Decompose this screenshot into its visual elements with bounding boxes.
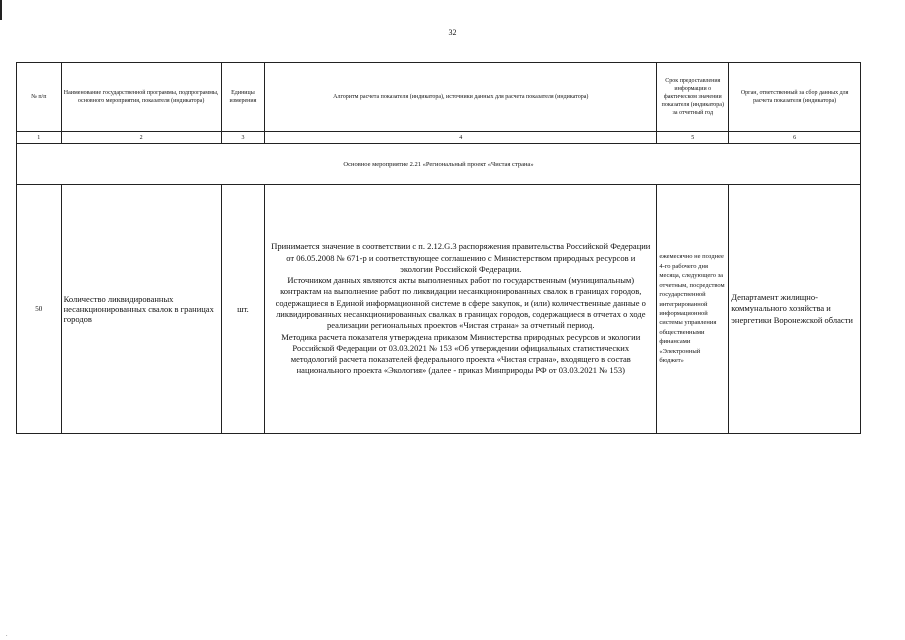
column-number: 2 (61, 132, 221, 144)
algorithm-paragraph: Источником данных являются акты выполненных работ по государственным (муниципальным) контрактам на выполнение работ по ликвидации несанкционированных свалок в границах городов, содержащиеся в Единой информационной системе в сфере закупок, и (или) количественные данные о ликвидированных несанкционированных свалках в границах городов, содержащиеся в отчетах о ходе реализации региональных проектов «Чистая страна» за отчетный период. (275, 275, 646, 331)
section-title: Основное мероприятие 2.21 «Региональный проект «Чистая страна» (17, 144, 861, 185)
header-num: № п/п (17, 63, 62, 132)
indicator-name: Количество ликвидированных несанкционированных свалок в границах городов (61, 185, 221, 434)
algorithm-paragraph: Методика расчета показателя утверждена приказом Министерства природных ресурсов и экологии Российской Федерации от 03.03.2021 № 153 «Об утверждении официальных статистических методологий расчета показателей федерального проекта «Чистая страна», входящего в состав национального проекта «Экология» (далее - приказ Минприроды РФ от 03.03.2021 № 153) (281, 331, 641, 376)
indicator-table (16, 62, 861, 434)
column-number: 3 (221, 132, 265, 144)
algorithm-paragraph: Принимается значение в соответствии с п. 2.12.G.3 распоряжения правительства Российской Федерации от 06.05.2008 № 671-р и соответствующее соглашению с Министерством природных ресурсов и экологии Российской Федерации. (271, 241, 651, 274)
column-number: 6 (729, 132, 861, 144)
header-term: Срок предоставления информации о фактическом значении показателя (индикатора) за отчетный год (657, 63, 729, 132)
table-header-row (17, 63, 861, 132)
header-organ: Орган, ответственный за сбор данных для расчета показателя (индикатора) (729, 63, 861, 132)
header-unit: Единицы измерения (221, 63, 265, 132)
page-edge-mark (0, 0, 2, 20)
indicator-unit: шт. (221, 185, 265, 434)
table-row (17, 185, 861, 434)
page-number: 32 (448, 28, 457, 37)
header-name: Наименование государственной программы, подпрограммы, основного мероприятия, показателя (индикатора) (61, 63, 221, 132)
column-number: 1 (17, 132, 62, 144)
indicator-algorithm (265, 185, 657, 434)
reporting-term: ежемесячно не позднее 4-го рабочего дня месяца, следующего за отчетным, посредством государственной интегрированной информационной системы управления общественными финансами «Электронный бюджет» (657, 185, 729, 434)
column-number-row (17, 132, 861, 144)
column-number: 4 (265, 132, 657, 144)
header-algorithm: Алгоритм расчета показателя (индикатора), источники данных для расчета показателя (индикатора) (265, 63, 657, 132)
row-number: 50 (17, 185, 62, 434)
scan-mark: . (6, 632, 8, 638)
responsible-organ: Департамент жилищно-коммунального хозяйства и энергетики Воронежской области (729, 185, 861, 434)
section-row (17, 144, 861, 185)
column-number: 5 (657, 132, 729, 144)
